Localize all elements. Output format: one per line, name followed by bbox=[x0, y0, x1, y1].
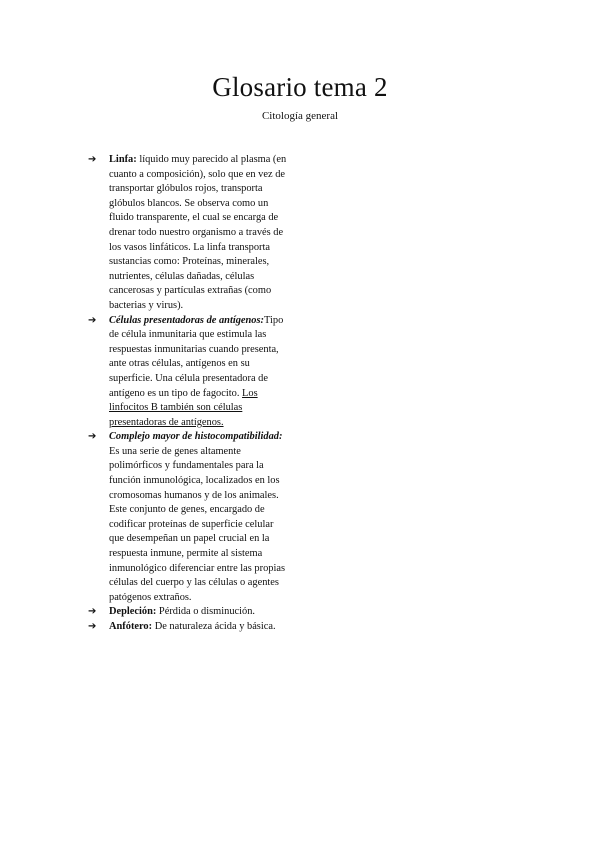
glossary-term: Células presentadoras de antígenos: bbox=[109, 314, 265, 326]
glossary-list bbox=[88, 153, 288, 635]
arrow-right-icon: ➔ bbox=[88, 621, 97, 632]
arrow-right-icon: ➔ bbox=[88, 154, 97, 165]
glossary-entry-linfa bbox=[88, 153, 288, 314]
page-title: Glosario tema 2 bbox=[212, 72, 388, 102]
arrow-right-icon: ➔ bbox=[88, 314, 97, 326]
page-subtitle: Citología general bbox=[261, 110, 339, 122]
glossary-definition: líquido muy parecido al plasma (en cuanto a composición), solo que en vez de transportar glóbulos rojos, transporta glóbulos blancos. Se observa como un fluido transparente, el cual se encarga de drenar todo nuestro organismo a través de los vasos linfáticos. La linfa transporta sustancias como: Proteínas, minerales, nutrientes, células dañadas, células cancerosas y partículas extrañas (como bacterias y virus). bbox=[109, 154, 287, 311]
glossary-entry-deplecion bbox=[88, 605, 288, 620]
glossary-term: Depleción: bbox=[109, 606, 157, 618]
glossary-entry-anfotero bbox=[88, 620, 288, 635]
glossary-term: Anfótero: bbox=[109, 621, 153, 632]
glossary-entry-celulas-presentadoras bbox=[88, 314, 288, 431]
glossary-definition: De naturaleza ácida y básica. bbox=[152, 621, 276, 632]
glossary-definition: Tipo de célula inmunitaria que estimula las respuestas inmunitarias cuando presenta, ante otras células, antígenos en su superficie. Una célula presentadora de antígeno es un tipo de fagocito. bbox=[109, 314, 284, 399]
arrow-right-icon: ➔ bbox=[88, 606, 97, 618]
glossary-term: Complejo mayor de histocompatibilidad: bbox=[109, 431, 283, 443]
glossary-definition: Pérdida o disminución. bbox=[156, 606, 256, 618]
glossary-term: Linfa: bbox=[109, 154, 137, 165]
glossary-entry-complejo-mayor bbox=[88, 430, 288, 605]
glossary-underlined-note: Los linfocitos B también son células presentadoras de antígenos. bbox=[109, 387, 258, 428]
glossary-definition: Es una serie de genes altamente polimórficos y fundamentales para la función inmunológica, localizados en los cromosomas humanos y de los animales. Este conjunto de genes, encargado de codificar proteínas de superficie celular que desempeñan un papel crucial en la respuesta inmune, permite al sistema inmunológico diferenciar entre las propias células del cuerpo y las células o agentes patógenos extraños. bbox=[109, 445, 286, 603]
arrow-right-icon: ➔ bbox=[88, 431, 97, 443]
